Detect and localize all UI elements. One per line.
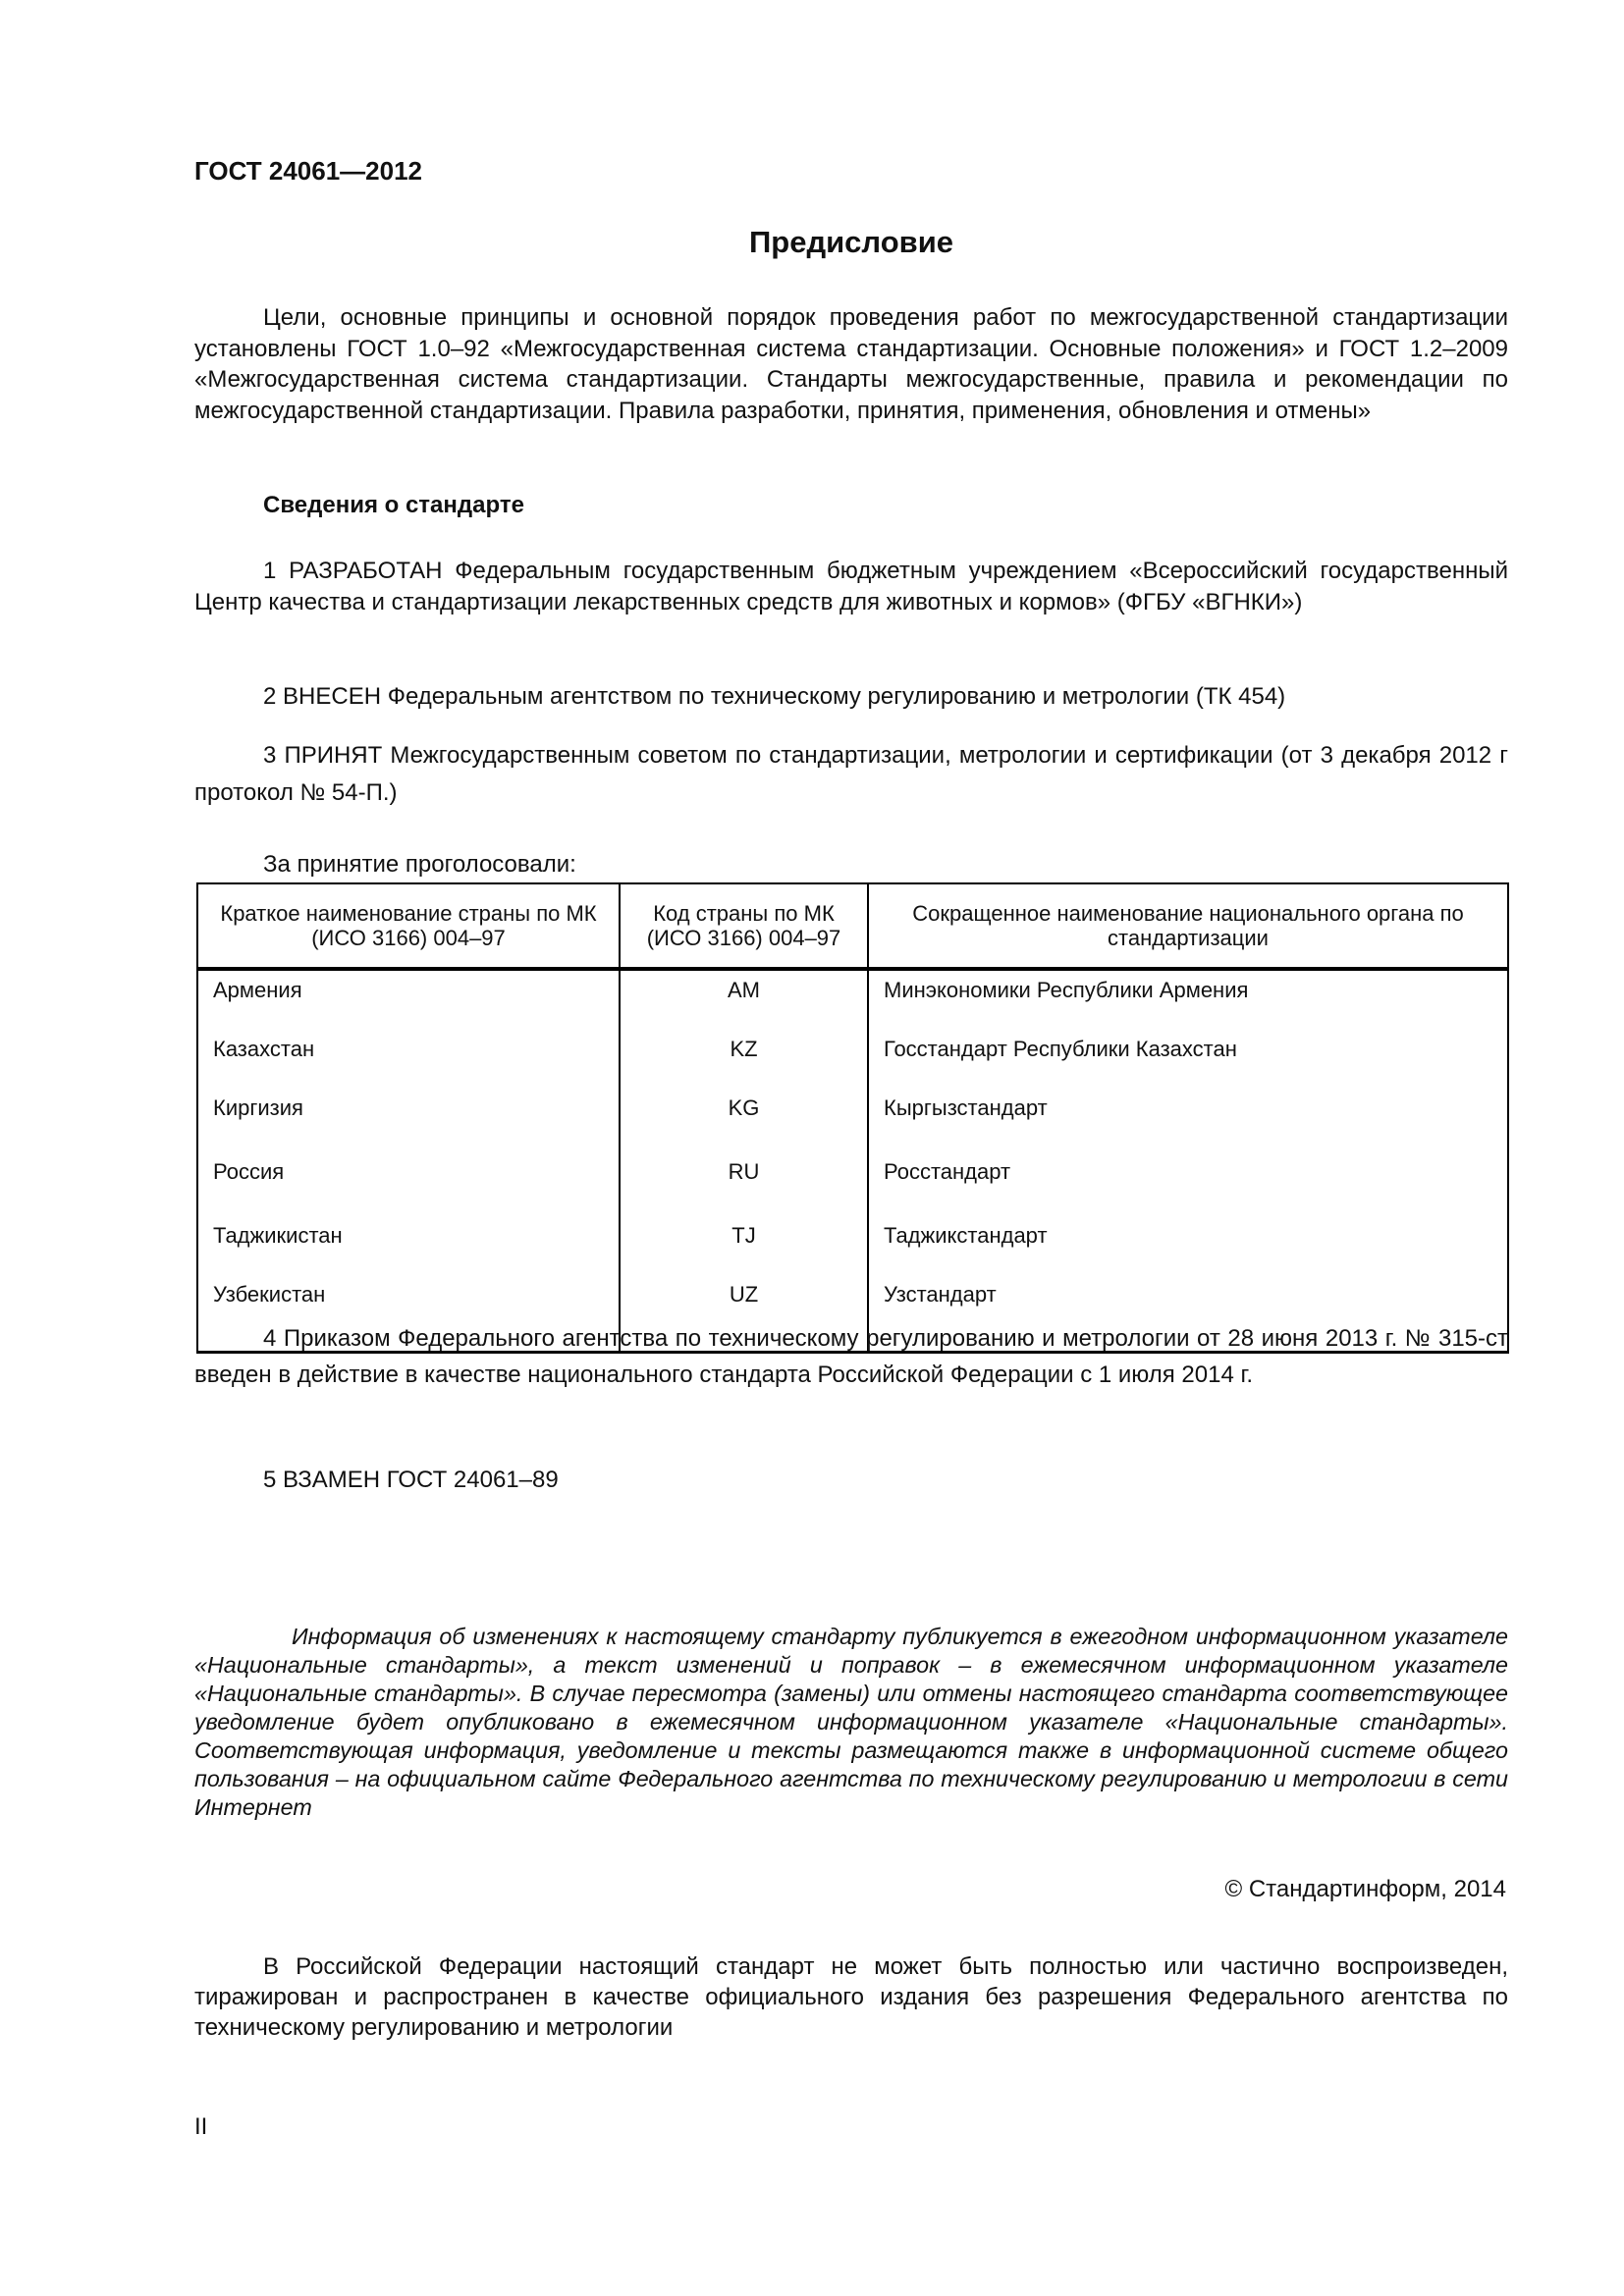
reproduction-notice [194,1951,1508,2043]
item-5-text: 5 ВЗАМЕН ГОСТ 24061–89 [263,1467,559,1493]
national-body-cell: Узстандарт [868,1275,1508,1353]
info-heading: Сведения о стандарте [263,492,524,518]
country-cell: Узбекистан [197,1275,620,1353]
national-body-cell: Госстандарт Республики Казахстан [868,1030,1508,1089]
table-row [197,1216,1508,1275]
item-1-developed [194,556,1508,617]
item-3-adopted [194,737,1508,812]
item-4-text: 4 Приказом Федерального агентства по техническому регулированию и метрологии от 28 июня 2013 г. № 315-ст введен в действие в качестве национального стандарта Российской Федерации с 1 июля 2014 г. [194,1325,1508,1388]
code-cell: RU [620,1148,868,1216]
code-cell: UZ [620,1275,868,1353]
national-body-cell: Таджикстандарт [868,1216,1508,1275]
reproduction-notice-text: В Российской Федерации настоящий стандарт не может быть полностью или частично воспроизведен, тиражирован и распространен в качестве официального издания без разрешения Федерального агентства по техническому регулированию и метрологии [194,1953,1508,2041]
item-1-text: 1 РАЗРАБОТАН Федеральным государственным бюджетным учреждением «Всероссийский государственный Центр качества и стандартизации лекарственных средств для животных и кормов» (ФГБУ «ВГНКИ») [194,558,1508,615]
item-2-introduced [194,681,1508,712]
country-cell: Армения [197,969,620,1030]
copyright-notice: © Стандартинформ, 2014 [1224,1876,1506,1902]
national-body-cell: Кыргызстандарт [868,1089,1508,1148]
header-code: Код страны по МК (ИСО 3166) 004–97 [620,883,868,969]
table-row [197,1030,1508,1089]
header-country: Краткое наименование страны по МК (ИСО 3166) 004–97 [197,883,620,969]
item-3-text: 3 ПРИНЯТ Межгосударственным советом по стандартизации, метрологии и сертификации (от 3 декабря 2012 г протокол № 54-П.) [194,742,1508,806]
country-cell: Таджикистан [197,1216,620,1275]
code-cell: TJ [620,1216,868,1275]
national-body-cell: Росстандарт [868,1148,1508,1216]
page-title: Предисловие [748,225,953,259]
table-row [197,1148,1508,1216]
header-national-body: Сокращенное наименование национального органа по стандартизации [868,883,1508,969]
voting-countries-table [196,882,1509,1354]
code-cell: KG [620,1089,868,1148]
document-code: ГОСТ 24061—2012 [194,156,422,186]
intro-text: Цели, основные принципы и основной порядок проведения работ по межгосударственной стандартизации установлены ГОСТ 1.0–92 «Межгосударственная система стандартизации. Основные положения» и ГОСТ 1.2–2009 «Межгосударственная система стандартизации. Стандарты межгосударственные, правила и рекомендации по межгосударственной стандартизации. Правила разработки, принятия, применения, обновления и отмены» [194,304,1508,424]
table-row [197,1089,1508,1148]
changes-notice [194,1623,1508,1822]
item-5-replaces [194,1465,1508,1495]
national-body-cell: Минэкономики Республики Армения [868,969,1508,1030]
country-cell: Киргизия [197,1089,620,1148]
country-cell: Казахстан [197,1030,620,1089]
table-row [197,969,1508,1030]
code-cell: AM [620,969,868,1030]
country-cell: Россия [197,1148,620,1216]
item-4-enacted [194,1321,1508,1393]
item-2-text: 2 ВНЕСЕН Федеральным агентством по техническому регулированию и метрологии (ТК 454) [263,683,1286,710]
code-cell: KZ [620,1030,868,1089]
table-header-row [197,883,1508,969]
voted-label: За принятие проголосовали: [263,851,576,878]
page-number: II [194,2113,208,2140]
intro-paragraph [194,302,1508,426]
changes-notice-text: Информация об изменениях к настоящему стандарту публикуется в ежегодном информационном указателе «Национальные стандарты», а текст изменений и поправок – в ежемесячном информационном указателе «Национальные стандарты». В случае пересмотра (замены) или отмены настоящего стандарта соответствующее уведомление будет опубликовано в ежемесячном информационном указателе «Национальные стандарты». Соответствующая информация, уведомление и тексты размещаются также в информационной системе общего пользования – на официальном сайте Федерального агентства по техническому регулированию и метрологии в сети Интернет [194,1624,1508,1820]
